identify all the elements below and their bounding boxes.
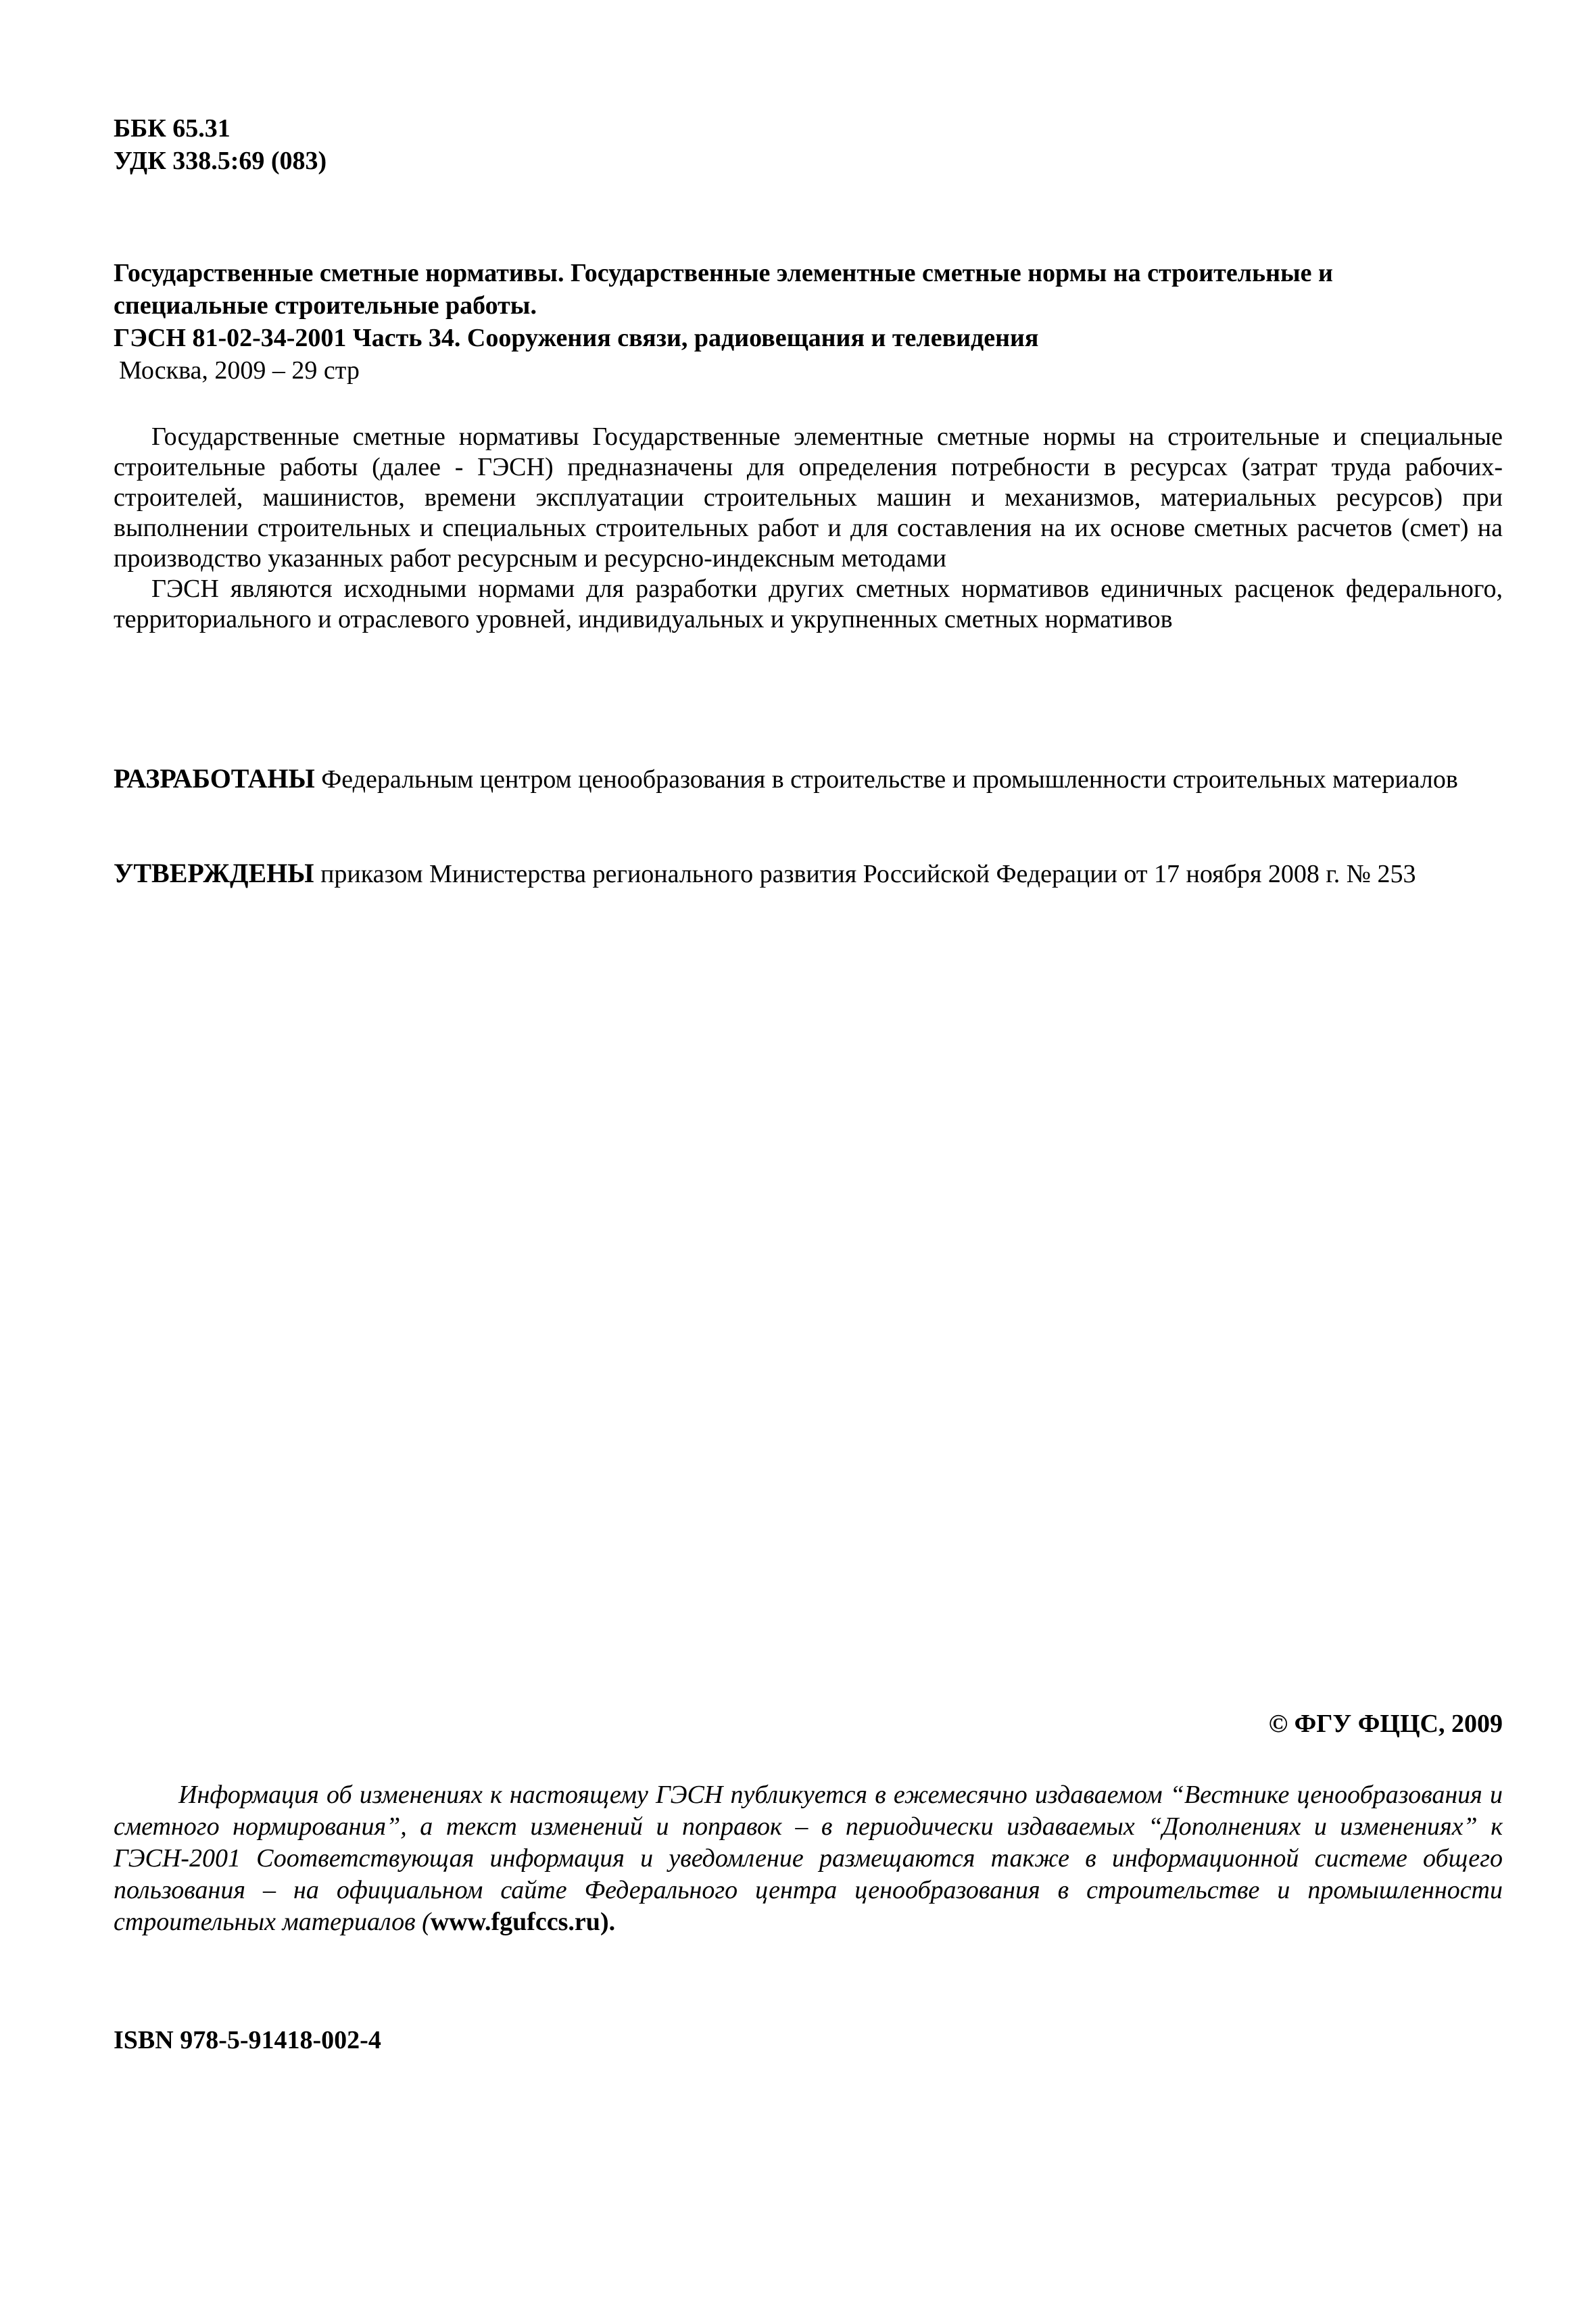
abstract-paragraph-1: Государственные сметные нормативы Государственные элементные сметные нормы на строительные и специальные строительные работы (далее - ГЭСН) предназначены для определения потребности в ресурсах (затрат труда рабочих-строителей, машинистов, времени эксплуатации строительных машин и механизмов, материальных ресурсов) при выполнении строительных и специальных строительных работ и для составления на их основе сметных расчетов (смет) на производство указанных работ ресурсным и ресурсно-индексным методами — [114, 423, 1503, 573]
developed-label: РАЗРАБОТАНЫ — [114, 763, 315, 794]
isbn: ISBN 978-5-91418-002-4 — [114, 2026, 381, 2054]
abstract — [114, 422, 1503, 635]
abstract-paragraph-2: ГЭСН являются исходными нормами для разработки других сметных нормативов единичных расценок федерального, территориального и отраслевого уровней, индивидуальных и укрупненных сметных нормативов — [114, 575, 1503, 633]
approved-label: УТВЕРЖДЕНЫ — [114, 858, 314, 888]
developed-by — [114, 763, 1503, 795]
bbk-code: ББК 65.31 — [114, 114, 231, 143]
udk-code: УДК 338.5:69 (083) — [114, 147, 327, 175]
approved-text: приказом Министерства регионального развития Российской Федерации от 17 ноября 2008 г. № 253 — [320, 860, 1416, 888]
developed-text: Федеральным центром ценообразования в строительстве и промышленности строительных материалов — [321, 765, 1458, 794]
website-link[interactable]: www.fgufccs.ru — [430, 1908, 600, 1936]
title-line-2: специальные строительные работы. — [114, 291, 537, 320]
title-line-1: Государственные сметные нормативы. Государственные элементные сметные нормы на строительные и — [114, 259, 1333, 287]
approved-by — [114, 858, 1503, 890]
info-text: Информация об изменениях к настоящему ГЭСН публикуется в ежемесячно издаваемом “Вестнике ценообразования и сметного нормирования”, а текст изменений и поправок – в периодически издаваемых “Дополнениях и изменениях” к ГЭСН-2001 Соответствующая информация и уведомление размещаются также в информационной системе общего пользования – на официальном сайте Федерального центра ценообразования в строительстве и промышленности строительных материалов ( — [114, 1781, 1503, 1936]
title-block — [114, 257, 1503, 387]
document-page — [114, 112, 1503, 2054]
info-tail: ). — [600, 1908, 616, 1936]
copyright: © ФГУ ФЦЦС, 2009 — [1268, 1710, 1503, 1738]
imprint: Москва, 2009 – 29 стр — [119, 356, 360, 385]
classification-codes — [114, 112, 1503, 177]
title-line-3: ГЭСН 81-02-34-2001 Часть 34. Сооружения связи, радиовещания и телевидения — [114, 324, 1039, 352]
info-notice — [114, 1779, 1503, 1938]
